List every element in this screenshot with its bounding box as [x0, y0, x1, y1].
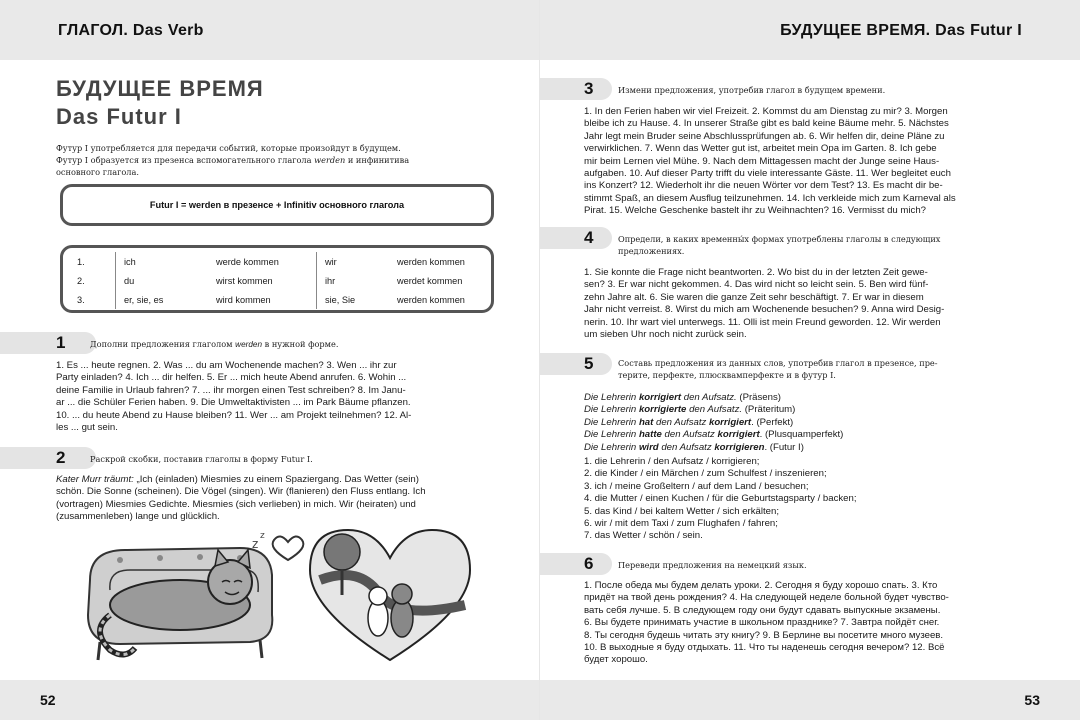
verb-singular: wird kommen	[216, 294, 271, 305]
pronoun-singular: er, sie, es	[116, 290, 217, 309]
text-line: bleibe ich zu Hause. 4. In unserer Straße gibt es bald keine Bäume mehr. 5. Nächstes	[584, 118, 949, 130]
text-line: будет хорошо.	[584, 654, 648, 666]
instruction-line: Составь предложения из данных слов, употребив глагол в презенсе, пре-	[618, 358, 938, 368]
exercise-6-text	[584, 580, 949, 667]
exercise-4-text	[584, 267, 944, 341]
svg-text:z: z	[260, 531, 265, 541]
example-line	[584, 417, 843, 429]
ex-subject: Die Lehrerin	[584, 441, 639, 453]
instruction-line: Определи, в каких временны́х формах употреблены глаголы в следующих	[618, 234, 941, 244]
ex-subject: Die Lehrerin	[584, 392, 639, 403]
verb-plural: werden kommen	[397, 256, 465, 267]
ex-verb: korrigiert	[638, 392, 682, 403]
exercise-1-text	[56, 360, 411, 434]
exercise-3-number: 3	[584, 79, 594, 98]
exercise-1-instruction: Дополни предложения глаголом werden в нужной форме.	[90, 339, 339, 349]
text-line: 1. In den Ferien haben wir viel Freizeit. 2. Kommst du am Dienstag zu mir? 3. Morgen	[584, 106, 948, 117]
ex-verb: wird	[638, 441, 659, 453]
text-line: Pirat. 15. Welche Geschenke bastelt ihr zu Weihnachten? 16. Vermisst du mich?	[584, 205, 926, 217]
right-page	[540, 0, 1080, 720]
exercise-6-number: 6	[584, 554, 594, 573]
heart-scene	[310, 530, 470, 660]
person-number: 3.	[77, 294, 85, 305]
text-line: deine Familie in Urlaub fahren? 7. ... ihr morgen einen Test schreiben? 8. Im Janu-	[56, 384, 406, 396]
ex-participle: korrigiert	[717, 429, 760, 441]
intro-line: Футур I употребляется для передачи событий, которые произойдут в будущем.	[56, 143, 401, 153]
right-footer	[540, 680, 1080, 720]
svg-text:z: z	[252, 537, 259, 551]
text-line: 1. Sie konnte die Frage nicht beantworten. 2. Wo bist du in der letzten Zeit gewe-	[584, 267, 928, 278]
example-line	[584, 429, 843, 441]
text-line: Party einladen? 4. Ich ... dir helfen. 5. Er ... mich heute Abend anrufen. 6. Wohin ...	[56, 372, 407, 384]
exercise-2-tab	[0, 447, 96, 469]
verb-singular: wirst kommen	[216, 275, 273, 286]
conjugation-table	[71, 252, 485, 309]
title-ru: БУДУЩЕЕ ВРЕМЯ	[56, 76, 264, 101]
ex-object: den Aufsatz	[653, 416, 709, 428]
ex-tense: . (Perfekt)	[751, 416, 794, 428]
exercise-1-number: 1	[56, 333, 66, 352]
ex-verb: hat	[638, 416, 654, 428]
list-item: 6. wir / mit dem Taxi / zum Flughafen / fahren;	[584, 518, 778, 530]
exercise-5-tab	[540, 353, 612, 375]
exercise-6-instruction: Переведи предложения на немецкий язык.	[618, 560, 807, 570]
exercise-2-text	[56, 474, 426, 524]
pronoun-singular: du	[116, 271, 217, 290]
ex-subject: Die Lehrerin	[584, 416, 639, 428]
formula-box	[60, 184, 494, 226]
text-line: schön. Die Sonne (scheinen). Die Vögel (singen). Wir (flanieren) den Fluss entlang. Ich	[56, 486, 426, 498]
right-header-title: БУДУЩЕЕ ВРЕМЯ. Das Futur I	[780, 22, 1022, 39]
text-line: ins Konzert? 12. Wiederholt ihr die neuen Wörter vor dem Test? 13. Es macht dir be-	[584, 180, 943, 192]
title-de: Das Futur I	[56, 104, 182, 129]
instruction-line: терите, перфекте, плюсквамперфекте и в футур I.	[618, 370, 836, 380]
ex-object: den Aufsatz	[661, 429, 718, 441]
list-item: 4. die Mutter / einen Kuchen / für die Geburtstagsparty / backen;	[584, 493, 857, 505]
exercise-2-number: 2	[56, 448, 66, 467]
instruction-line: предложениях.	[618, 246, 685, 256]
table-row	[71, 271, 485, 290]
intro-line: Футур I образуется из презенса вспомогательного глагола werden и инфинитива	[56, 155, 410, 165]
text-line: mir beim Lernen viel Mühe. 9. Nach dem Mittagessen macht der Junge seine Haus-	[584, 155, 940, 167]
ex-object: den Aufsatz.	[681, 392, 737, 403]
ex-verb: hatte	[638, 429, 662, 441]
ex-tense: . (Futur I)	[764, 441, 804, 453]
table-row	[71, 290, 485, 309]
list-item: 7. das Wetter / schön / sein.	[584, 530, 703, 542]
ex-tense: (Präteritum)	[742, 404, 796, 416]
text-line: (zusammenleben) lange und glücklich.	[56, 511, 220, 523]
text-line: 8. Ты сегодня будешь читать эту книгу? 9. В Берлине вы посетите много музеев.	[584, 629, 944, 641]
intro-line: основного глагола.	[56, 167, 139, 177]
verb-plural: werdet kommen	[397, 275, 463, 286]
left-header	[0, 0, 540, 60]
exercise-5-items	[584, 456, 857, 543]
italic-speaker: Kater Murr träumt:	[56, 474, 134, 485]
text-line	[56, 474, 426, 486]
left-footer	[0, 680, 540, 720]
exercise-5-examples	[584, 392, 843, 454]
text-line: verwirklichen. 7. Wenn das Wetter gut ist, arbeitet mein Opa im Garten. 8. Ich gebe	[584, 143, 937, 155]
list-item: 2. die Kinder / ein Märchen / zum Schulfest / inszenieren;	[584, 468, 827, 480]
exercise-5-number: 5	[584, 354, 594, 373]
example-line	[584, 392, 843, 404]
exercise-1-tab	[0, 332, 96, 354]
table-row	[71, 252, 485, 271]
pronoun-plural: sie, Sie	[317, 290, 398, 309]
verb-plural: werden kommen	[397, 294, 465, 305]
exercise-2-instruction: Раскрой скобки, поставив глаголы в форму Futur I.	[90, 454, 313, 464]
text-line: um sieben Uhr noch nicht zurück sein.	[584, 329, 747, 341]
text-line: les ... gut sein.	[56, 422, 118, 434]
exercise-3-tab	[540, 78, 612, 100]
exercise-6-tab	[540, 553, 612, 575]
text-line: 10. ... du heute Abend zu Hause bleiben? 11. Wer ... am Projekt teilnehmen? 12. Al-	[56, 409, 412, 421]
exercise-4-tab	[540, 227, 612, 249]
small-heart-icon	[273, 536, 304, 560]
text-line: 1. Es ... heute regnen. 2. Was ... du am Wochenende machen? 3. Wen ... ihr zur	[56, 360, 397, 371]
intro-text	[56, 142, 409, 178]
text-line: 10. В выходные я буду отдыхать. 11. Что ты наденешь сегодня вечером? 12. Всё	[584, 642, 945, 654]
exercise-5-instruction	[618, 357, 938, 381]
text-line: 6. Вы будете принимать участие в школьном празднике? 7. Завтра пойдёт снег.	[584, 617, 940, 629]
exercise-4-instruction	[618, 233, 940, 257]
pronoun-plural: wir	[317, 252, 398, 271]
text-line: sen? 3. Er war nicht gekommen. 4. Das wird nicht so leicht sein. 5. Ben wird fünf-	[584, 279, 929, 291]
ex-subject: Die Lehrerin	[584, 404, 639, 416]
text-line: (vortragen) Miesmies Gedichte. Miesmies (sich verlieben) in mich. Wir (heiraten) und	[56, 498, 416, 510]
text-line: 1. После обеда мы будем делать уроки. 2. Сегодня я буду хорошо спать. 3. Кто	[584, 580, 938, 591]
exercise-4-number: 4	[584, 228, 594, 247]
page-number-right: 53	[1024, 692, 1040, 708]
pronoun-singular: ich	[116, 252, 217, 271]
exercise-3-instruction: Измени предложения, употребив глагол в будущем времени.	[618, 85, 886, 95]
ex-object: den Aufsatz	[658, 441, 715, 453]
list-item: 1. die Lehrerin / den Aufsatz / korrigieren;	[584, 456, 760, 467]
ex-object: den Aufsatz.	[686, 404, 743, 416]
list-item: 3. ich / meine Großeltern / auf dem Land / besuchen;	[584, 480, 809, 492]
formula-text: Futur I = werden в презенсе + Infinitiv основного глагола	[149, 200, 405, 210]
ex-verb: korrigierte	[638, 404, 687, 416]
text-line: вать себя лучше. 5. В следующем году они будут сдавать выпускные экзамены.	[584, 604, 941, 616]
conjugation-box	[60, 245, 494, 313]
list-item: 5. das Kind / bei kaltem Wetter / sich erkälten;	[584, 505, 779, 517]
exercise-3-text	[584, 106, 956, 218]
ex-subject: Die Lehrerin	[584, 429, 639, 441]
text-line: придёт на твой день рождения? 4. На следующей неделе больной будет чувство-	[584, 592, 949, 604]
right-header	[540, 0, 1080, 60]
example-line	[584, 442, 843, 454]
text-line-rest: „Ich (einladen) Miesmies zu einem Spaziergang. Das Wetter (sein)	[133, 474, 419, 485]
text-line: zehn Jahre alt. 6. Sie waren die ganze Zeit sehr beschäftigt. 7. Er war in diesem	[584, 291, 924, 303]
text-line: Jahr legt mein Bruder seine Abschlussprüfungen ab. 6. Wir helfen dir, deine Pläne zu	[584, 130, 945, 142]
text-line: Jahr nicht verreist. 8. Wirst du mich am Wochenende besuchen? 9. Anna wird Desig-	[584, 304, 945, 316]
cats-illustration	[80, 520, 480, 670]
pronoun-plural: ihr	[317, 271, 398, 290]
text-line: aufgaben. 10. Auf dieser Party trifft du viele interessante Gäste. 11. Wer begleitet euch	[584, 168, 951, 180]
example-line	[584, 404, 843, 416]
person-number: 2.	[77, 275, 85, 286]
verb-singular: werde kommen	[216, 256, 279, 267]
ex-tense: . (Plusquamperfekt)	[759, 429, 844, 441]
ex-participle: korrigiert	[708, 416, 752, 428]
person-number: 1.	[77, 256, 85, 267]
text-line: nerin. 10. Ihr wart viel unterwegs. 11. Olli ist mein Freund geworden. 12. Wir werden	[584, 316, 941, 328]
text-line: stimmt Spaß, an diesem Ausflug teilzunehmen. 14. Ich verkleide mich zum Karneval als	[584, 192, 956, 204]
text-line: ar ... die Schüler Ferien haben. 9. Die Umweltaktivisten ... im Park Bäume pflanzen.	[56, 397, 411, 409]
ex-participle: korrigieren	[714, 441, 765, 453]
page-number-left: 52	[40, 692, 56, 708]
ex-tense: (Präsens)	[736, 392, 781, 403]
left-header-title: ГЛАГОЛ. Das Verb	[58, 22, 204, 39]
